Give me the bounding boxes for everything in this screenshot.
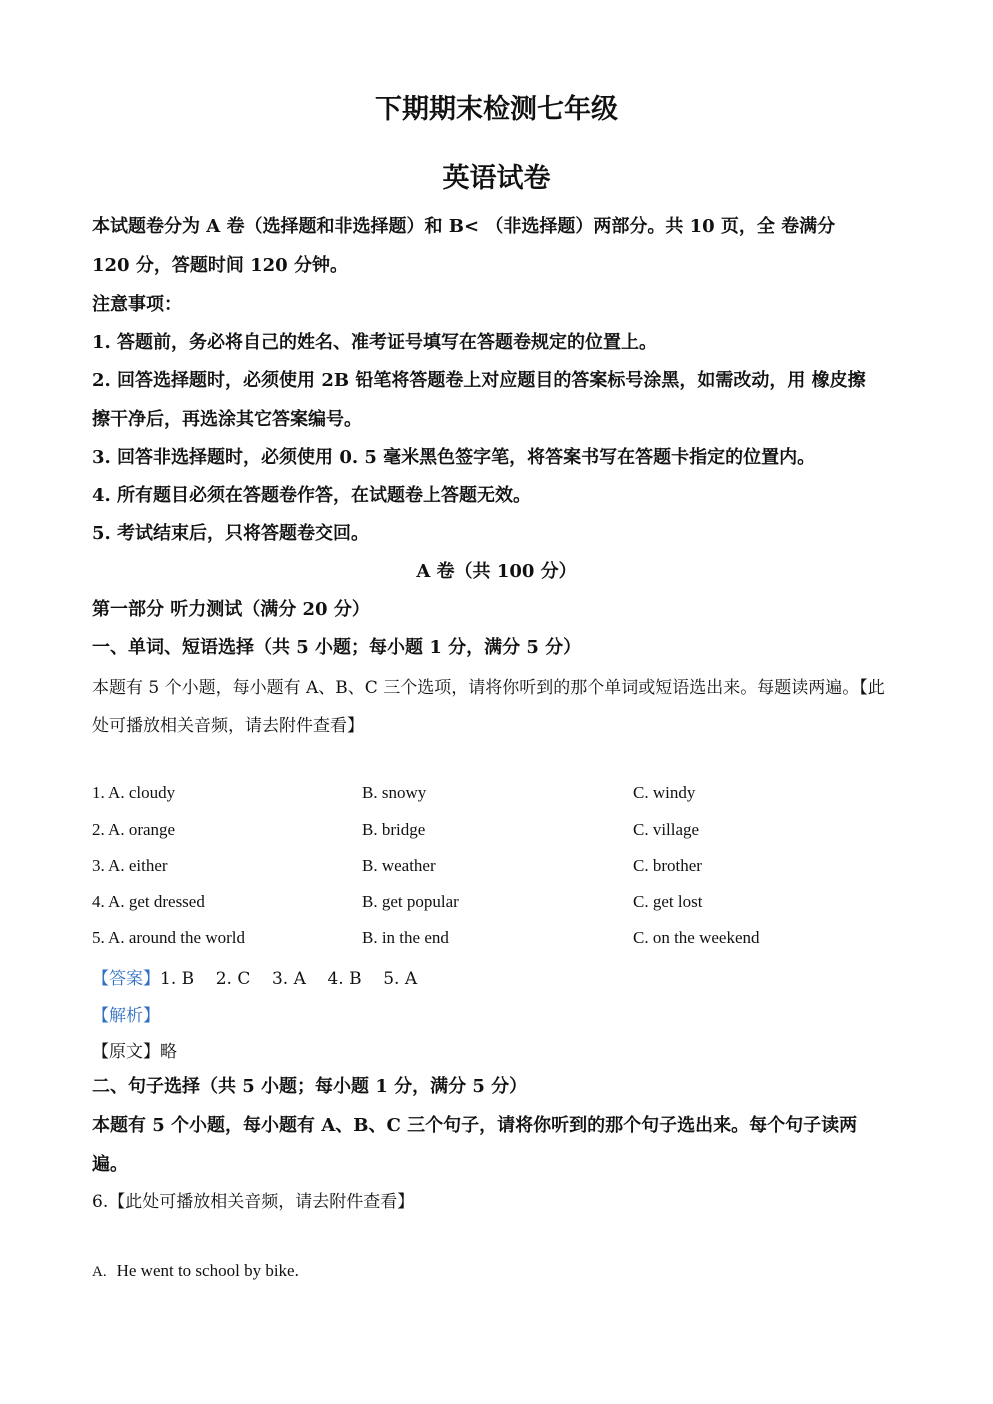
notice-item: 5. 考试结束后，只将答题卷交回。 bbox=[92, 523, 370, 544]
notice-item: 4. 所有题目必须在答题卷作答，在试题卷上答题无效。 bbox=[92, 485, 532, 506]
question-3-option-b: B. weather bbox=[362, 856, 436, 875]
question-1-option-b: B. snowy bbox=[362, 783, 427, 802]
original-label: 【原文】 bbox=[92, 1042, 160, 1062]
question-2-option-b: B. bridge bbox=[362, 820, 426, 839]
intro-line-2: 120 分，答题时间 120 分钟。 bbox=[92, 255, 348, 276]
section-1-instruction: 本题有 5 个小题，每小题有 A、B、C 三个选项，请将你听到的那个单词或短语选出来。每题读两遍。【此 bbox=[92, 678, 885, 698]
question-6-option-a-label: A. bbox=[92, 1264, 107, 1280]
analysis-label: 【解析】 bbox=[92, 1006, 160, 1026]
question-1-option-a: 1. A. cloudy bbox=[92, 783, 176, 802]
question-2-option-c: C. village bbox=[633, 820, 700, 839]
question-2-option-a: 2. A. orange bbox=[92, 820, 176, 839]
question-5-option-a: 5. A. around the world bbox=[92, 928, 245, 947]
volume-a-heading: A 卷（共 100 分） bbox=[416, 561, 577, 582]
section-1-heading: 一、单词、短语选择（共 5 小题；每小题 1 分，满分 5 分） bbox=[92, 637, 582, 658]
question-3-option-c: C. brother bbox=[633, 856, 702, 875]
section-2-instruction-cont: 遍。 bbox=[92, 1154, 128, 1175]
page-subtitle: 英语试卷 bbox=[442, 163, 551, 194]
section-2-instruction: 本题有 5 个小题，每小题有 A、B、C 三个句子，请将你听到的那个句子选出来。每个句子读两 bbox=[92, 1115, 858, 1136]
question-5-option-c: C. on the weekend bbox=[633, 928, 760, 947]
question-6-option-a-text: He went to school by bike. bbox=[116, 1261, 299, 1280]
section-1-instruction-cont: 处可播放相关音频，请去附件查看】 bbox=[92, 716, 364, 736]
part-1-heading: 第一部分 听力测试（满分 20 分） bbox=[92, 599, 370, 620]
answer-label: 【答案】 bbox=[92, 969, 160, 989]
answer-text: 1. B 2. C 3. A 4. B 5. A bbox=[160, 969, 418, 989]
original-line bbox=[92, 1037, 177, 1062]
notice-item: 擦干净后，再选涂其它答案编号。 bbox=[92, 409, 362, 430]
question-6-option-a bbox=[92, 1261, 299, 1281]
question-5-option-b: B. in the end bbox=[362, 928, 449, 947]
notice-item: 3. 回答非选择题时，必须使用 0. 5 毫米黑色签字笔，将答案书写在答题卡指定的位置内。 bbox=[92, 447, 816, 468]
intro-line-1: 本试题卷分为 A 卷（选择题和非选择题）和 B< （非选择题）两部分。共 10 页，全 卷满分 bbox=[92, 216, 836, 237]
notice-item: 1. 答题前，务必将自己的姓名、准考证号填写在答题卷规定的位置上。 bbox=[92, 332, 658, 353]
answer-line bbox=[92, 964, 417, 989]
question-1-option-c: C. windy bbox=[633, 783, 696, 802]
question-4-option-b: B. get popular bbox=[362, 892, 459, 911]
question-6: 6.【此处可播放相关音频，请去附件查看】 bbox=[92, 1192, 415, 1212]
question-3-option-a: 3. A. either bbox=[92, 856, 168, 875]
original-text: 略 bbox=[160, 1042, 177, 1062]
question-4-option-a: 4. A. get dressed bbox=[92, 892, 205, 911]
question-4-option-c: C. get lost bbox=[633, 892, 703, 911]
notice-item: 2. 回答选择题时，必须使用 2B 铅笔将答题卷上对应题目的答案标号涂黑，如需改动，用 橡皮擦 bbox=[92, 370, 866, 391]
page-title: 下期期末检测七年级 bbox=[375, 94, 618, 125]
notice-heading: 注意事项： bbox=[92, 294, 182, 315]
section-2-heading: 二、句子选择（共 5 小题；每小题 1 分，满分 5 分） bbox=[92, 1076, 528, 1097]
